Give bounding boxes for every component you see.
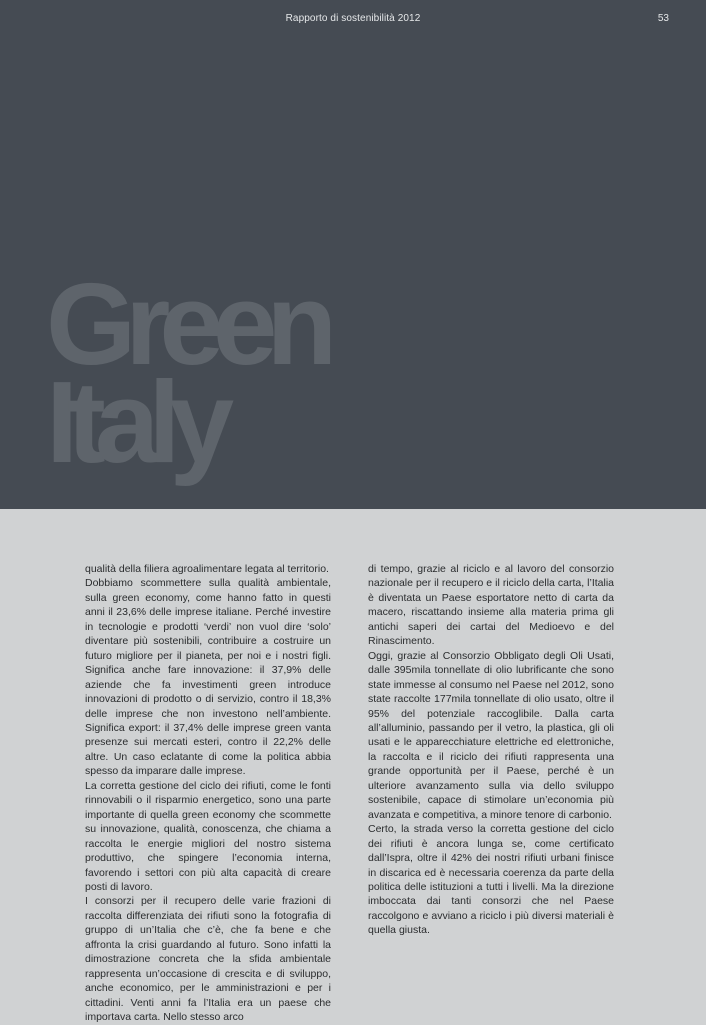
paragraph: I consorzi per il recupero delle varie frazioni di raccolta differenziata dei rifiuti sono la fotografia di gruppo di un’Italia che c’è, che fa bene e che affronta la crisi guardando al futuro. Sono infatti la dimostrazione concreta che la sfida ambientale rappresenta un’occasione di crescita e di sviluppo, anche economico, per le amministrazioni e per i cittadini. Venti anni fa l’Italia era un paese che importava carta. Nello stesso arco <box>85 895 331 1024</box>
paragraph: Oggi, grazie al Consorzio Obbligato degli Oli Usati, dalle 395mila tonnellate di olio lubrificante che sono state immesse al consumo nel Paese nel 2012, sono state raccolte 177mila tonnellate di olio usato, oltre il 95% del potenziale raccoglibile. Dalla carta all’alluminio, passando per il vetro, la plastica, gli oli usati e le apparecchiature elettriche ed elettroniche, la raccolta e il riciclo dei rifiuti rappresenta una grande opportunità per il Paese, perché è un ulteriore avanzamento sulla via dello sviluppo sostenibile, capace di stimolare un’economia più avanzata e competitiva, a minore tenore di carbonio. <box>368 649 614 821</box>
text-column-left <box>85 562 331 1025</box>
cover-title-line-2: Italy <box>46 357 224 487</box>
cover-title <box>46 259 327 487</box>
paragraph: Dobbiamo scommettere sulla qualità ambientale, sulla green economy, come hanno fatto in questi anni il 23,6% delle imprese italiane. Perché investire in tecnologie e prodotti ‘verdi’ non vuol dire ‘solo’ diventare più sostenibili, contribuire a costruire un futuro migliore per il pianeta, per noi e i nostri figli. Significa anche fare innovazione: il 37,9% delle aziende che fa investimenti green introduce innovazioni di prodotto o di servizio, contro il 18,3% delle imprese che non investono nell’ambiente. Significa export: il 37,4% delle imprese green vanta presenze sui mercati esteri, contro il 22,2% delle altre. Un caso eclatante di come la politica abbia spesso da imparare dalle imprese. <box>85 577 331 778</box>
paragraph: Certo, la strada verso la corretta gestione del ciclo dei rifiuti è ancora lunga se, come certificato dall’Ispra, oltre il 42% dei nostri rifiuti urbani finisce in discarica ed è necessaria coerenza da parte della politica delle istituzioni a tutti i livelli. Ma la direzione imboccata dai tanti consorzi che nel Paese raccolgono e avviano a riciclo i più diversi materiali è quella giusta. <box>368 823 614 937</box>
paragraph: La corretta gestione del ciclo dei rifiuti, come le fonti rinnovabili o il risparmio energetico, sono una parte importante di quella green economy che scommette su innovazione, qualità, conoscenza, che chiama a raccolta le energie migliori del nostro sistema produttivo, che spingere l’economia interna, favorendo i settori con più alta capacità di creare posti di lavoro. <box>85 779 331 893</box>
page-number: 53 <box>657 13 669 24</box>
text-column-right <box>368 562 614 938</box>
paragraph: di tempo, grazie al riciclo e al lavoro del consorzio nazionale per il recupero e il riciclo della carta, l’Italia è diventata un Paese esportatore netto di carta da macero, riscattando insieme alla materia prima gli antichi saperi dei cartai del Medioevo e del Rinascimento. <box>368 563 614 648</box>
paragraph: qualità della filiera agroalimentare legata al territorio. <box>85 563 329 575</box>
report-title: Rapporto di sostenibilità 2012 <box>285 13 421 24</box>
cover-title-line-1: Green <box>46 259 327 389</box>
